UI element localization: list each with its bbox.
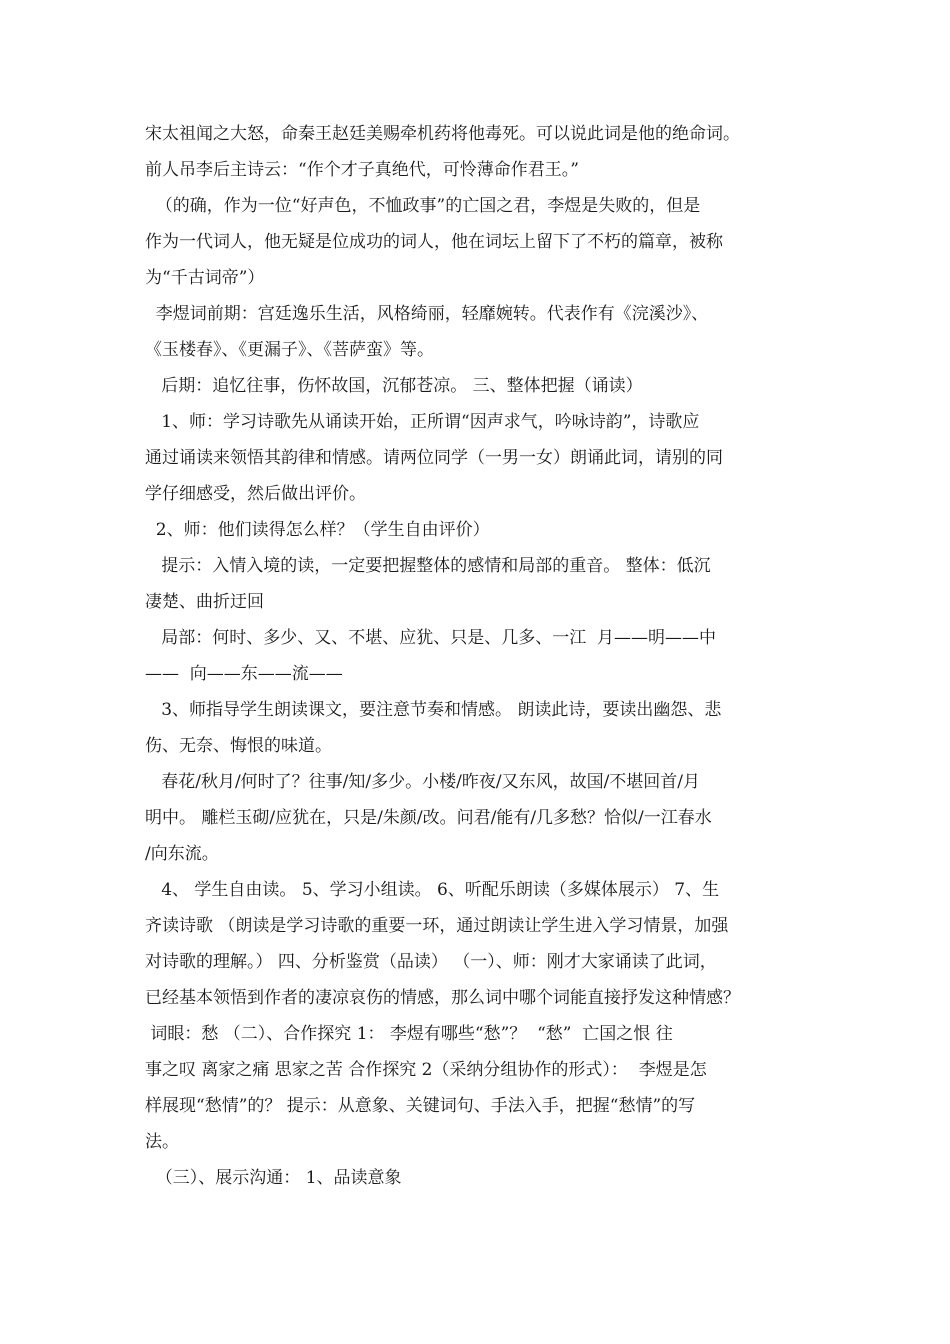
text-line: /向东流。 bbox=[145, 844, 219, 864]
text-line: 明中。 雕栏玉砌/应犹在，只是/朱颜/改。问君/能有/几多愁？恰似/一江春水 bbox=[145, 808, 712, 828]
text-line: 齐读诗歌 （朗读是学习诗歌的重要一环，通过朗读让学生进入学习情景，加强 bbox=[145, 916, 729, 936]
text-line: 对诗歌的理解。） 四、分析鉴赏（品读） （一）、师：刚才大家诵读了此词， bbox=[145, 952, 717, 972]
text-line: 局部：何时、多少、又、不堪、应犹、只是、几多、一江 月——明——中 bbox=[145, 628, 717, 648]
text-line: 提示：入情入境的读，一定要把握整体的感情和局部的重音。 整体：低沉 bbox=[145, 556, 711, 576]
text-line: 宋太祖闻之大怒，命秦王赵廷美赐牵机药将他毒死。可以说此词是他的绝命词。 bbox=[145, 124, 740, 144]
text-line: 通过诵读来领悟其韵律和情感。请两位同学（一男一女）朗诵此词，请别的同 bbox=[145, 448, 723, 468]
text-line: —— 向——东——流—— bbox=[145, 664, 343, 684]
text-line: 已经基本领悟到作者的凄凉哀伤的情感，那么词中哪个词能直接抒发这种情感？ bbox=[145, 988, 740, 1008]
text-line: 李煜词前期：宫廷逸乐生活，风格绮丽，轻靡婉转。代表作有《浣溪沙》、 bbox=[145, 304, 709, 324]
text-line: 1、师：学习诗歌先从诵读开始，正所谓“因声求气，吟咏诗韵”，诗歌应 bbox=[145, 412, 700, 432]
text-line: 2、师：他们读得怎么样？（学生自由评价） bbox=[145, 520, 490, 540]
text-line: 事之叹 离家之痛 思家之苦 合作探究 2（采纳分组协作的形式）： 李煜是怎 bbox=[145, 1060, 707, 1080]
text-line: 凄楚、曲折迂回 bbox=[145, 592, 264, 612]
text-line: （的确，作为一位“好声色，不恤政事”的亡国之君，李煜是失败的，但是 bbox=[145, 196, 701, 216]
text-line: 为“千古词帝”） bbox=[145, 268, 265, 288]
text-line: 学仔细感受，然后做出评价。 bbox=[145, 484, 366, 504]
text-line: 样展现“愁情”的？ 提示：从意象、关键词句、手法入手，把握“愁情”的写 bbox=[145, 1096, 696, 1116]
text-line: 词眼：愁 （二）、合作探究 1： 李煜有哪些“愁”？ “愁” 亡国之恨 往 bbox=[145, 1024, 673, 1044]
text-line: （三）、展示沟通： 1、品读意象 bbox=[145, 1168, 402, 1188]
text-line: 前人吊李后主诗云：“作个才子真绝代，可怜薄命作君王。” bbox=[145, 160, 579, 180]
text-line: 法。 bbox=[145, 1132, 179, 1152]
text-line: 伤、无奈、悔恨的味道。 bbox=[145, 736, 332, 756]
text-line: 后期：追忆往事，伤怀故国，沉郁苍凉。 三、整体把握（诵读） bbox=[145, 376, 643, 396]
text-line: 《玉楼春》、《更漏子》、《菩萨蛮》等。 bbox=[145, 340, 434, 360]
text-line: 作为一代词人，他无疑是位成功的词人，他在词坛上留下了不朽的篇章，被称 bbox=[145, 232, 723, 252]
text-line: 春花/秋月/何时了？往事/知/多少。小楼/昨夜/又东风，故国/不堪回首/月 bbox=[145, 772, 701, 792]
document-body bbox=[145, 116, 815, 1196]
text-line: 3、师指导学生朗读课文，要注意节奏和情感。 朗读此诗，要读出幽怨、悲 bbox=[145, 700, 722, 720]
text-line: 4、 学生自由读。 5、学习小组读。 6、听配乐朗读（多媒体展示） 7、生 bbox=[145, 880, 720, 900]
